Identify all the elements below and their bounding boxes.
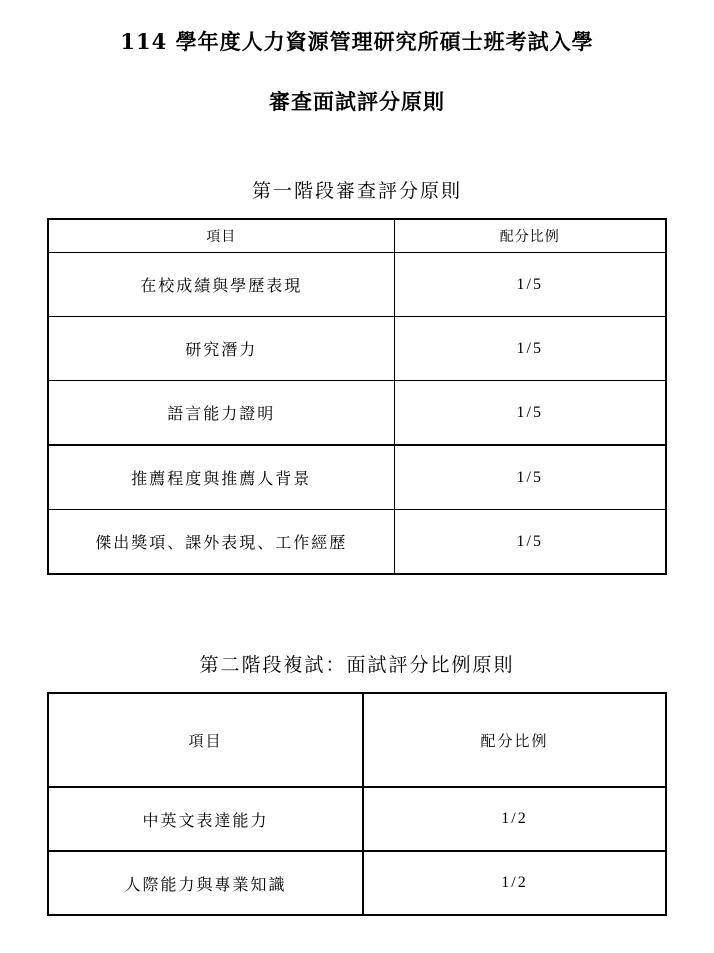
stage2-heading: 第二階段複試：面試評分比例原則 bbox=[199, 654, 515, 676]
item-cell: 人際能力與專業知識 bbox=[48, 851, 363, 915]
table-row bbox=[48, 787, 666, 851]
table-row bbox=[48, 510, 666, 575]
column-header-ratio: 配分比例 bbox=[363, 693, 666, 787]
stage1-table bbox=[47, 218, 667, 575]
item-cell: 研究潛力 bbox=[48, 317, 394, 381]
ratio-cell: 1/5 bbox=[394, 381, 666, 446]
column-header-ratio: 配分比例 bbox=[394, 219, 666, 253]
ratio-cell: 1/5 bbox=[394, 253, 666, 317]
table-row bbox=[48, 851, 666, 915]
column-header-item: 項目 bbox=[48, 219, 394, 253]
stage1-heading: 第一階段審查評分原則 bbox=[251, 180, 462, 202]
column-header-item: 項目 bbox=[48, 693, 363, 787]
item-cell: 在校成績與學歷表現 bbox=[48, 253, 394, 317]
ratio-cell: 1/5 bbox=[394, 510, 666, 575]
item-cell: 語言能力證明 bbox=[48, 381, 394, 446]
table-row bbox=[48, 253, 666, 317]
document-title: 114 學年度人力資源管理研究所碩士班考試入學 bbox=[120, 29, 594, 54]
table-header-row bbox=[48, 219, 666, 253]
ratio-cell: 1/2 bbox=[363, 851, 666, 915]
ratio-cell: 1/2 bbox=[363, 787, 666, 851]
ratio-cell: 1/5 bbox=[394, 317, 666, 381]
item-cell: 中英文表達能力 bbox=[48, 787, 363, 851]
table-header-row bbox=[48, 693, 666, 787]
item-cell: 傑出獎項、課外表現、工作經歷 bbox=[48, 510, 394, 575]
item-cell: 推薦程度與推薦人背景 bbox=[48, 445, 394, 510]
table-row bbox=[48, 381, 666, 446]
stage2-table bbox=[47, 692, 667, 916]
table-row bbox=[48, 445, 666, 510]
table-row bbox=[48, 317, 666, 381]
document-subtitle: 審查面試評分原則 bbox=[269, 89, 445, 114]
ratio-cell: 1/5 bbox=[394, 445, 666, 510]
